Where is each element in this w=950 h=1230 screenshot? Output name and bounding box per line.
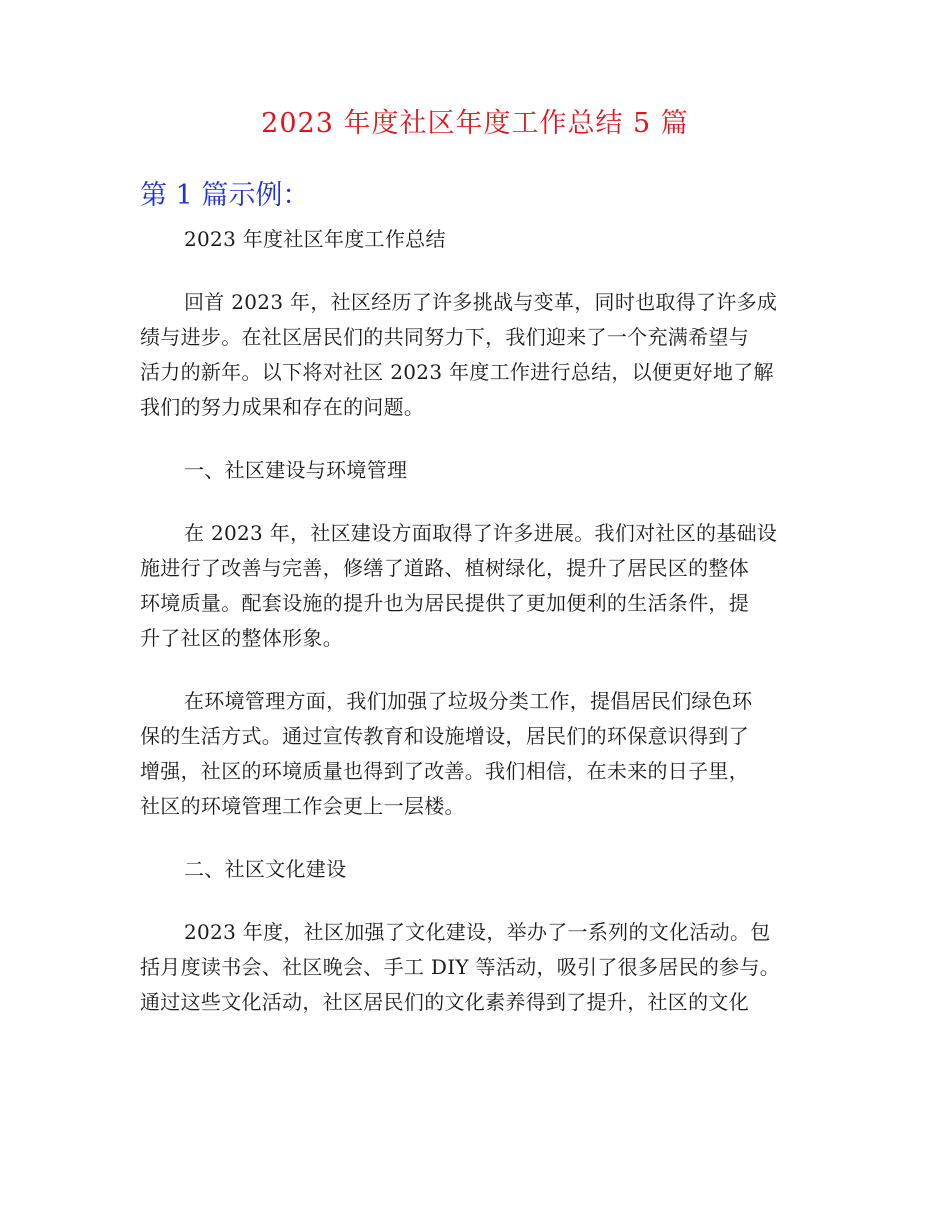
paragraph-line: 括月度读书会、社区晚会、手工 DIY 等活动，吸引了很多居民的参与。 — [140, 955, 781, 979]
document-subtitle: 2023 年度社区年度工作总结 — [184, 227, 446, 251]
document-body — [140, 222, 840, 1048]
intro-paragraph — [140, 285, 840, 425]
paragraph-line: 2023 年度，社区加强了文化建设，举办了一系列的文化活动。包 — [184, 920, 771, 944]
paragraph-line: 保的生活方式。通过宣传教育和设施增设，居民们的环保意识得到了 — [140, 724, 749, 748]
construction-paragraph — [140, 516, 840, 656]
heading-community-construction: 一、社区建设与环境管理 — [184, 458, 408, 482]
paragraph-line: 增强，社区的环境质量也得到了改善。我们相信，在未来的日子里， — [140, 759, 749, 783]
paragraph-line: 社区的环境管理工作会更上一层楼。 — [140, 794, 465, 818]
paragraph-line: 回首 2023 年，社区经历了许多挑战与变革，同时也取得了许多成 — [184, 290, 778, 314]
paragraph-line: 在环境管理方面，我们加强了垃圾分类工作，提倡居民们绿色环 — [184, 689, 753, 713]
paragraph-line: 我们的努力成果和存在的问题。 — [140, 395, 425, 419]
section-heading: 第 1 篇示例： — [140, 180, 310, 211]
paragraph-line: 活力的新年。以下将对社区 2023 年度工作进行总结，以便更好地了解 — [140, 360, 774, 384]
paragraph-line: 升了社区的整体形象。 — [140, 626, 343, 650]
paragraph-line: 绩与进步。在社区居民们的共同努力下，我们迎来了一个充满希望与 — [140, 325, 749, 349]
document-title: 2023 年度社区年度工作总结 5 篇 — [261, 108, 689, 139]
paragraph-line: 环境质量。配套设施的提升也为居民提供了更加便利的生活条件，提 — [140, 591, 749, 615]
culture-paragraph — [140, 915, 840, 1020]
paragraph-line: 施进行了改善与完善，修缮了道路、植树绿化，提升了居民区的整体 — [140, 556, 749, 580]
environment-paragraph — [140, 684, 840, 824]
paragraph-line: 在 2023 年，社区建设方面取得了许多进展。我们对社区的基础设 — [184, 521, 778, 545]
heading-community-culture: 二、社区文化建设 — [184, 857, 347, 881]
paragraph-line: 通过这些文化活动，社区居民们的文化素养得到了提升，社区的文化 — [140, 990, 749, 1014]
